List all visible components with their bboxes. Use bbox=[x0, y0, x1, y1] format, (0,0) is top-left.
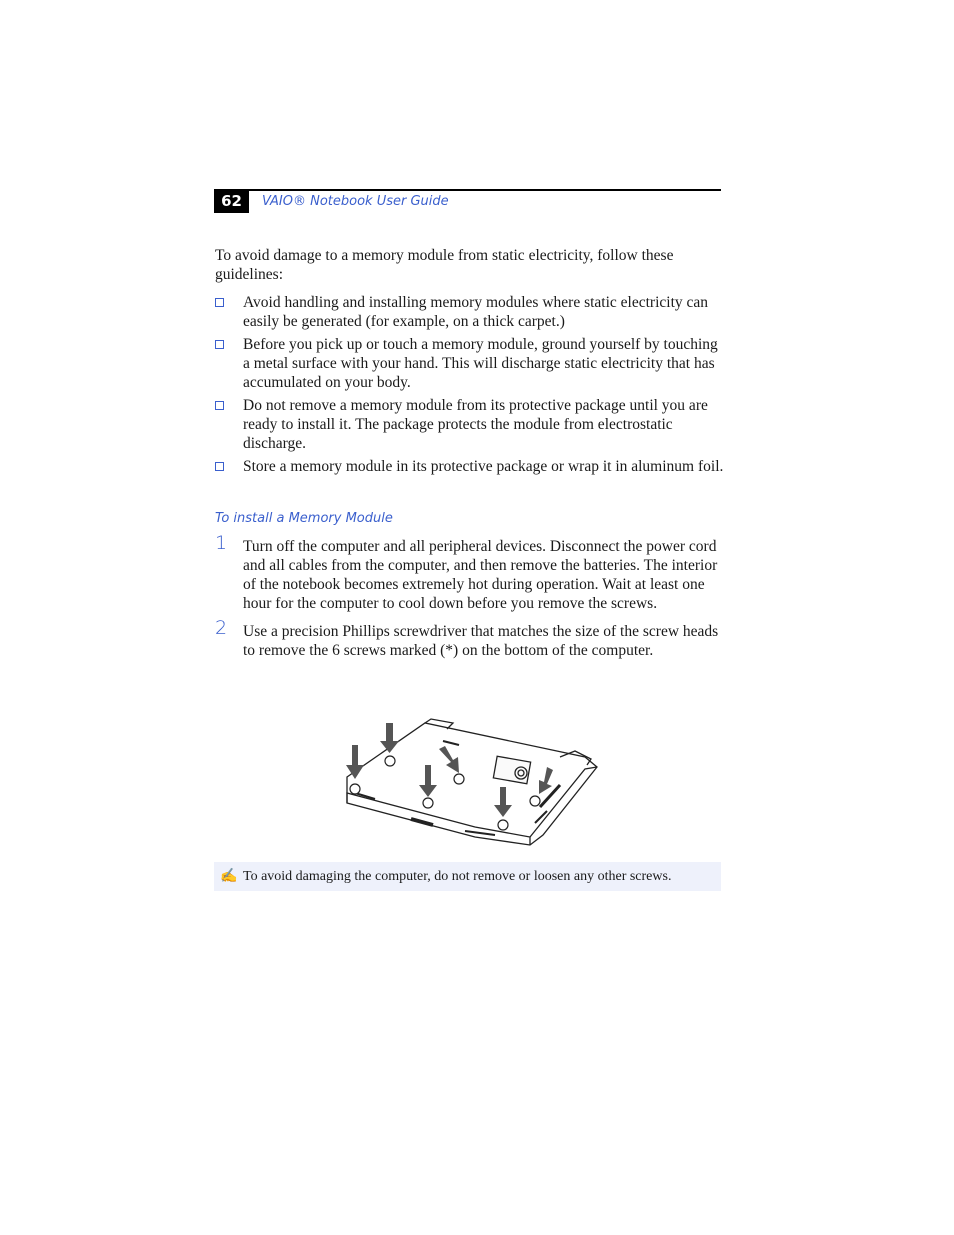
checkbox-bullet-icon bbox=[215, 298, 224, 307]
intro-paragraph: To avoid damage to a memory module from static electricity, follow these guidelines: bbox=[215, 247, 674, 283]
step-item bbox=[215, 617, 725, 660]
screw-icon bbox=[385, 756, 395, 766]
list-item: Before you pick up or touch a memory module, ground yourself by touching a metal surface with your hand. This will discharge static electricity that has accumulated on your body. bbox=[215, 335, 725, 392]
page-number: 62 bbox=[214, 190, 249, 213]
step-number: 2 bbox=[215, 617, 228, 639]
screw-icon bbox=[350, 784, 360, 794]
note-text: To avoid damaging the computer, do not remove or loosen any other screws. bbox=[243, 869, 672, 884]
step-text: Turn off the computer and all peripheral devices. Disconnect the power cord and all cables from the computer, and then remove the batteries. The interior of the notebook becomes extremely hot during operation. Wait at least one hour for the computer to cool down before you remove the screws. bbox=[243, 538, 718, 612]
checkbox-bullet-icon bbox=[215, 401, 224, 410]
guide-title: VAIO® Notebook User Guide bbox=[262, 194, 449, 209]
list-item: Do not remove a memory module from its protective package until you are ready to install it. The package protects the module from electrostatic discharge. bbox=[215, 396, 725, 453]
screw-icon bbox=[498, 820, 508, 830]
note-box bbox=[214, 862, 721, 891]
steps-list bbox=[215, 532, 725, 669]
checkbox-bullet-icon bbox=[215, 340, 224, 349]
list-item: Avoid handling and installing memory modules where static electricity can easily be generated (for example, on a thick carpet.) bbox=[215, 293, 725, 331]
screw-icon bbox=[423, 798, 433, 808]
step-item bbox=[215, 532, 725, 613]
step-number: 1 bbox=[215, 532, 228, 554]
guidelines-list bbox=[215, 293, 725, 480]
step-text: Use a precision Phillips screwdriver that matches the size of the screw heads to remove the 6 screws marked (*) on the bottom of the computer. bbox=[243, 623, 719, 659]
pencil-note-icon: ✍ bbox=[220, 869, 238, 884]
notebook-bottom-illustration bbox=[335, 715, 605, 855]
checkbox-bullet-icon bbox=[215, 462, 224, 471]
screw-icon bbox=[454, 774, 464, 784]
section-heading: To install a Memory Module bbox=[215, 511, 393, 526]
list-item: Store a memory module in its protective package or wrap it in aluminum foil. bbox=[215, 457, 725, 476]
screw-icon bbox=[530, 796, 540, 806]
header-rule bbox=[214, 189, 721, 191]
